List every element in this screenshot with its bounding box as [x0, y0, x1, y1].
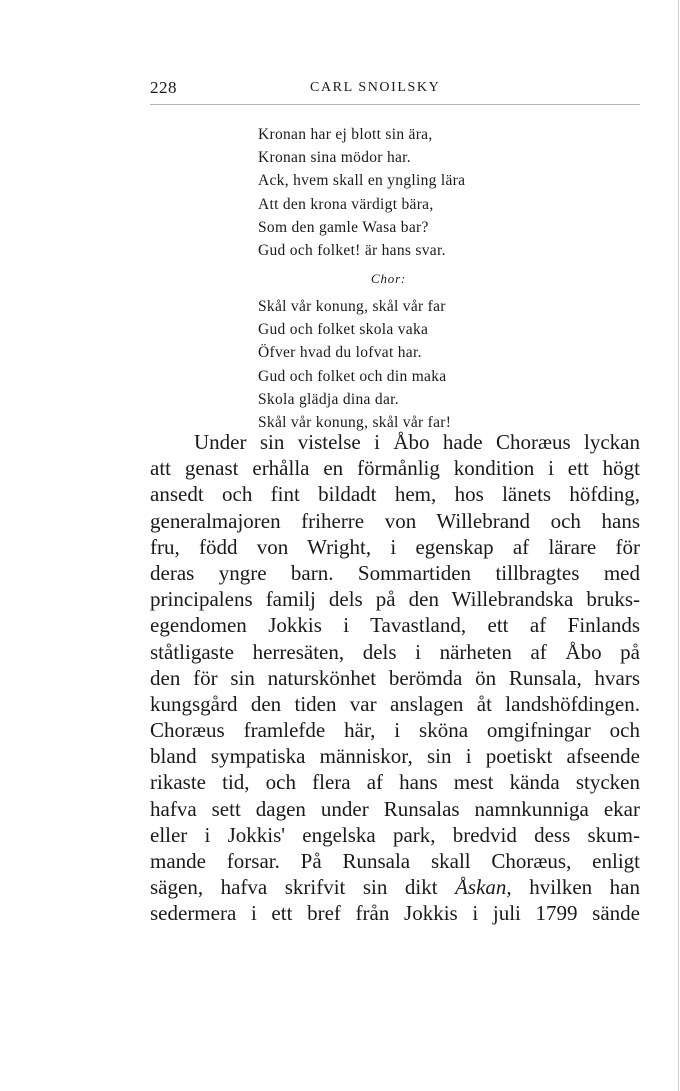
poem-chorus — [258, 295, 638, 434]
prose-text: sägen, hafva skrifvit sin dikt — [150, 875, 438, 900]
running-title: CARL SNOILSKY — [310, 80, 441, 95]
poem-line: Att den krona värdigt bära, — [258, 195, 434, 213]
chorus-label: Chor: — [371, 271, 407, 286]
poem-line: Gud och folket! är hans svar. — [258, 241, 446, 259]
poem-line: Kronan har ej blott sin ära, — [258, 126, 433, 143]
prose-line: hafva sett dagen under Runsalas namnkunniga ekar — [150, 796, 640, 821]
prose-line: mande forsar. På Runsala skall Choræus, enligt — [150, 849, 640, 873]
prose-line: den för sin naturskönhet berömda ön Runsala, hvars — [150, 665, 640, 690]
prose-line: deras yngre barn. Sommartiden tillbragtes med — [150, 560, 640, 585]
prose-line: egendomen Jokkis i Tavastland, ett af Finlands — [150, 613, 640, 638]
prose-line: bland sympatiska människor, sin i poetiskt afseende — [150, 744, 640, 769]
page-number: 228 — [150, 78, 177, 97]
prose-line: Choræus framlefde här, i sköna omgifningar och — [150, 718, 640, 743]
poem-title-askan: Åskan, — [455, 875, 512, 900]
chorus-line: Gud och folket och din maka — [258, 367, 447, 385]
prose-line: rikaste tid, och flera af hans mest kända stycken — [150, 770, 640, 795]
poem-line: Ack, hvem skall en yngling lära — [258, 172, 466, 190]
chorus-line: Skål vår konung, skål vår far — [258, 298, 446, 315]
chorus-line: Skål vår konung, skål vår far! — [258, 413, 452, 431]
poem-line: Kronan sina mödor har. — [258, 149, 411, 167]
prose-line: ståtligaste herresäten, dels i närheten af Åbo på — [150, 639, 640, 664]
page-edge — [678, 0, 679, 1091]
prose-line: att genast erhålla en förmånlig kondition i ett högt — [150, 456, 640, 481]
poem-line: Som den gamle Wasa bar? — [258, 218, 429, 236]
prose-paragraph — [150, 429, 640, 927]
prose-text: hvilken han — [529, 875, 641, 900]
prose-line: fru, född von Wright, i egenskap af lärare för — [150, 534, 640, 559]
prose-line: Under sin vistelse i Åbo hade Choræus lyckan — [194, 430, 640, 454]
prose-line: generalmajoren friherre von Willebrand och hans — [150, 508, 640, 533]
prose-line: kungsgård den tiden var anslagen åt landshöfdingen. — [150, 691, 640, 716]
prose-line: sedermera i ett bref från Jokkis i juli 1799 sände — [150, 901, 640, 926]
chorus-line: Skola glädja dina dar. — [258, 390, 399, 408]
header-rule — [150, 104, 640, 105]
prose-line: principalens familj dels på den Willebrandska bruks- — [150, 587, 640, 612]
prose-line: ansedt och fint bildadt hem, hos länets höfding, — [150, 482, 640, 507]
chorus-line: Gud och folket skola vaka — [258, 321, 429, 339]
chorus-line: Öfver hvad du lofvat har. — [258, 344, 422, 362]
prose-line-with-title — [150, 874, 640, 900]
prose-line: eller i Jokkis' engelska park, bredvid dess skum- — [150, 822, 640, 847]
poem-stanza — [258, 123, 638, 262]
running-header — [150, 78, 640, 100]
